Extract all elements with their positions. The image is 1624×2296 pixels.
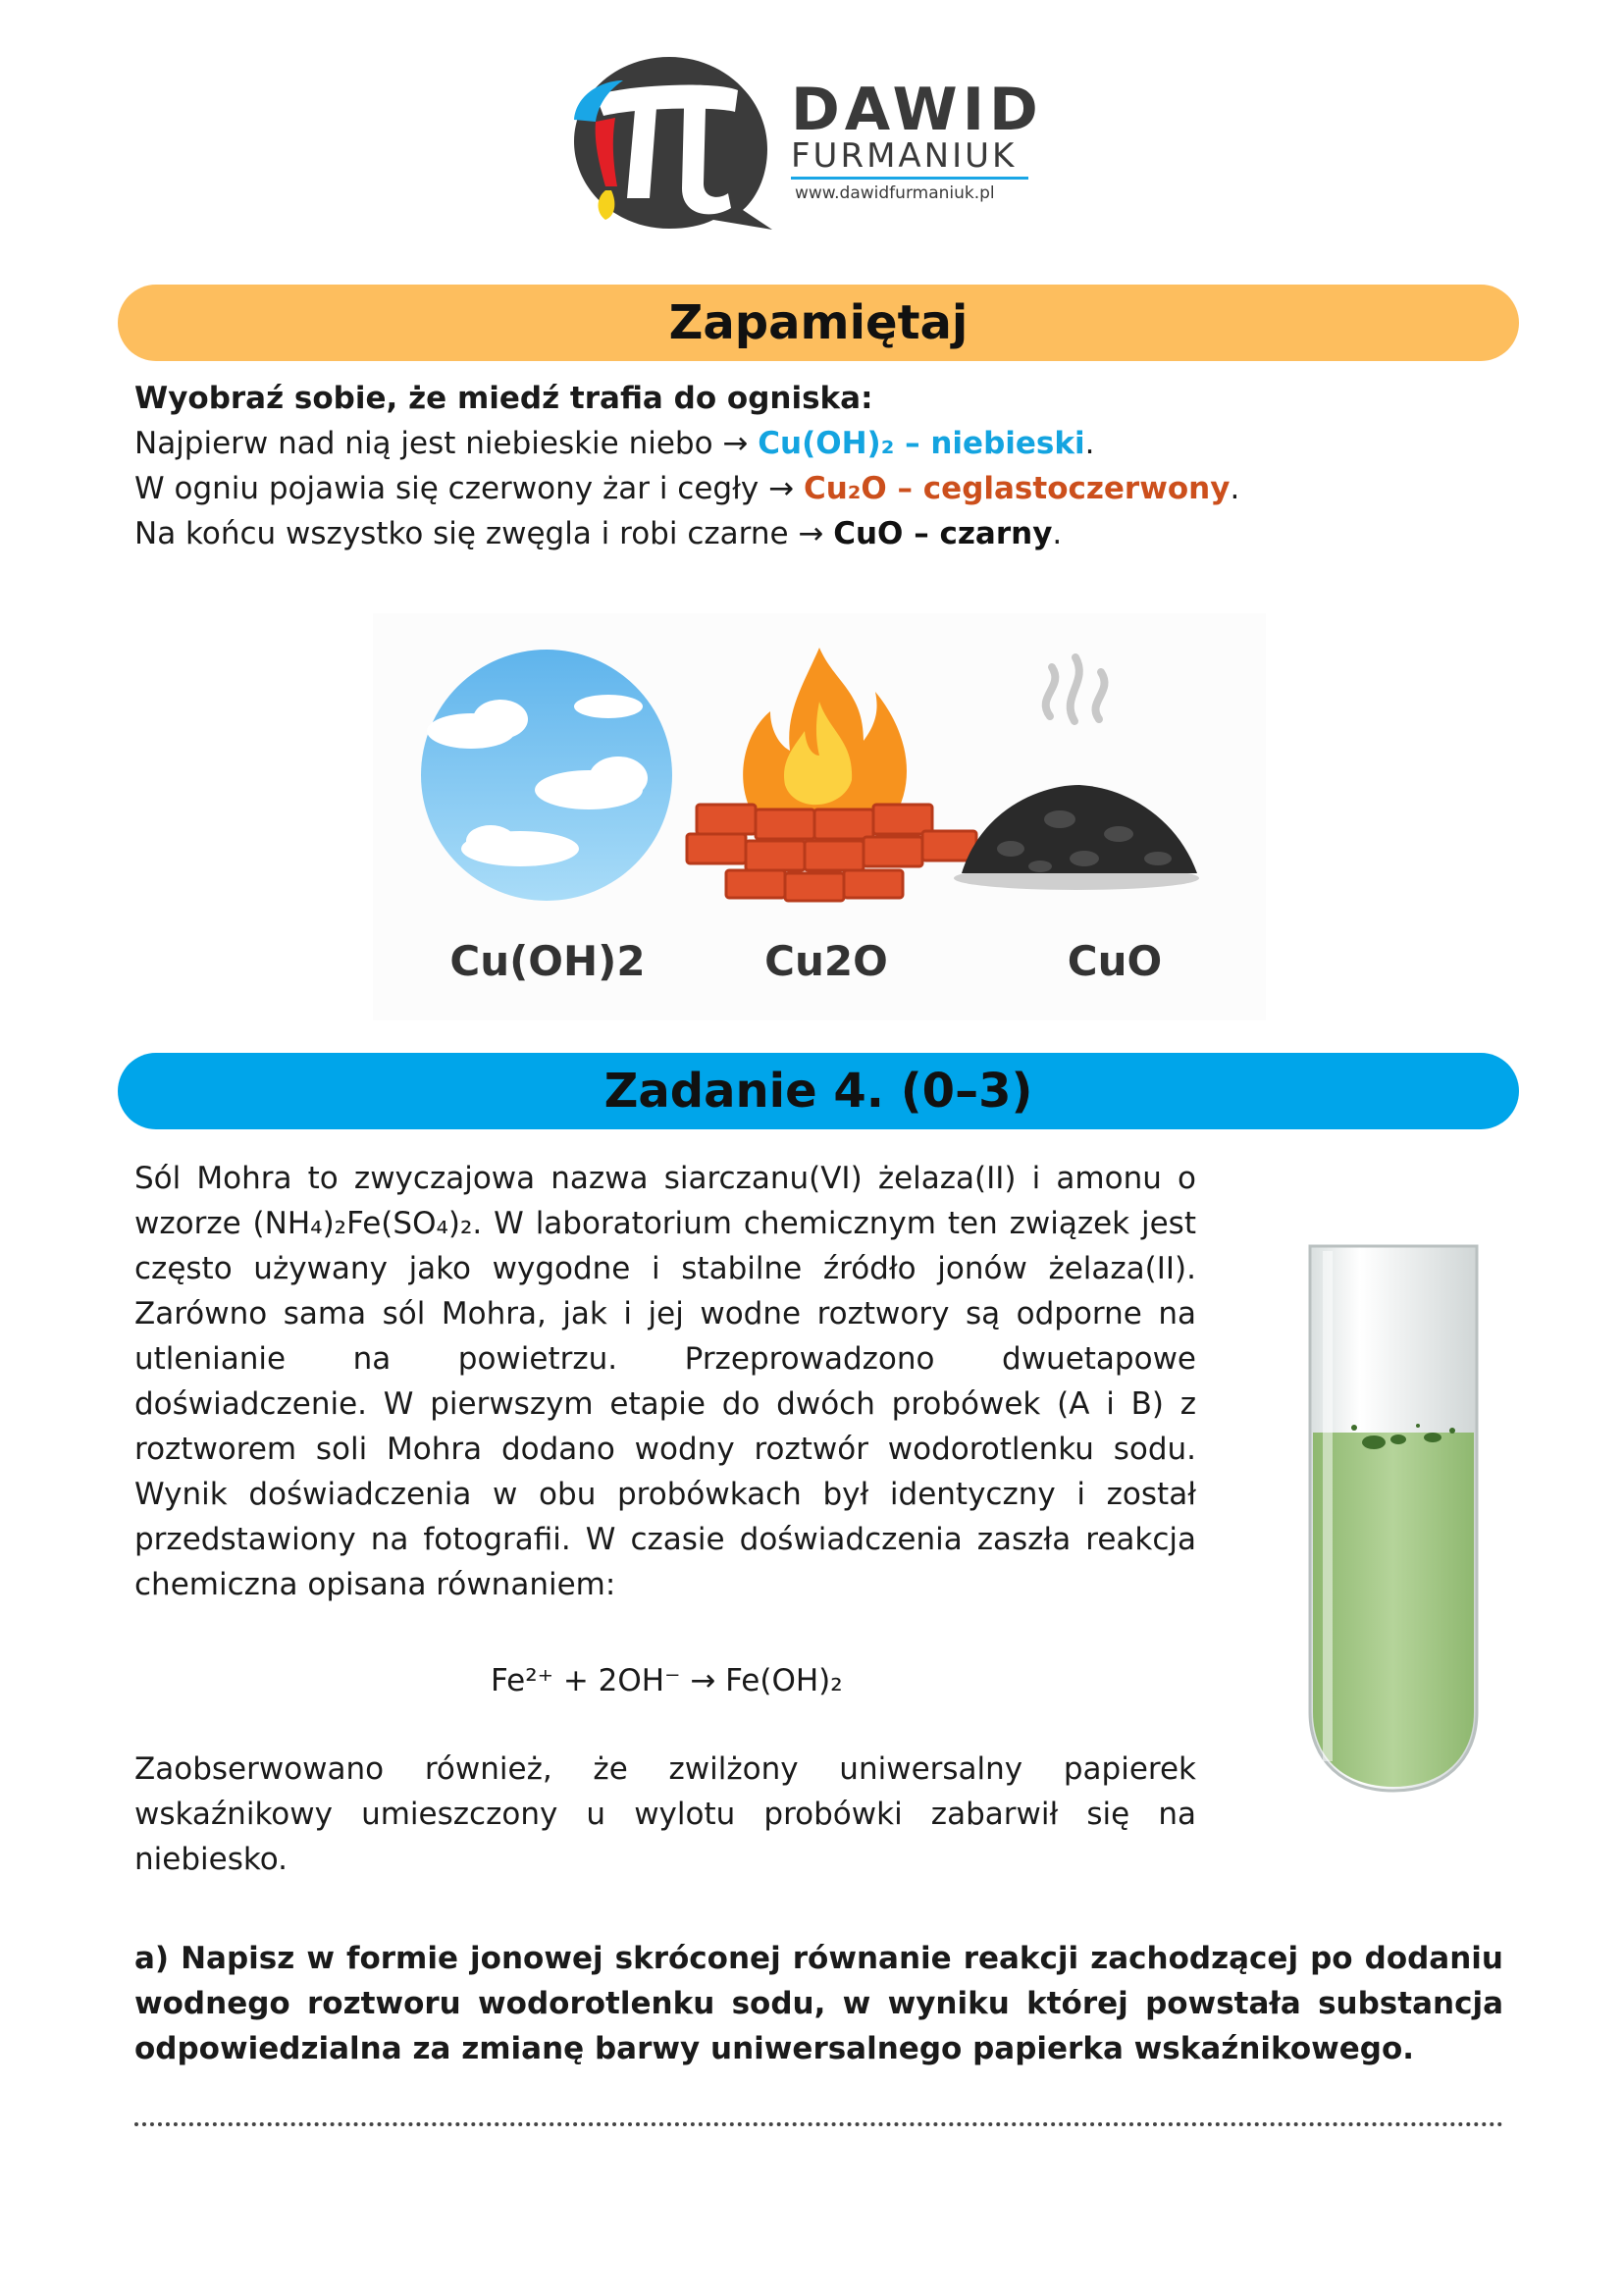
logo-url: www.dawidfurmaniuk.pl: [795, 183, 995, 203]
task-banner: Zadanie 4. (0–3): [118, 1053, 1519, 1129]
logo-name-first: DAWID: [791, 76, 1043, 144]
remember-line-3: Na końcu wszystko się zwęgla i robi czarne → CuO – czarny.: [134, 516, 1063, 551]
copper-compounds-illustration: [373, 613, 1266, 1020]
test-tube-photo: [1295, 1231, 1492, 1800]
pi-logo-icon: [566, 51, 777, 233]
logo-name-last: FURMANIUK: [791, 136, 1018, 176]
cu2o-highlight: Cu₂O – ceglastoczerwony: [803, 471, 1231, 506]
logo-divider: [791, 177, 1028, 180]
remember-text: [134, 376, 1508, 556]
task-description: [134, 1156, 1196, 1607]
observation-text: Zaobserwowano również, że zwilżony uniwersalny papierek wskaźnikowy umieszczony u wylotu probówki zabarwił się na niebiesko.: [134, 1751, 1196, 1877]
task-paragraph: Sól Mohra to zwyczajowa nazwa siarczanu(VI) żelaza(II) i amonu o wzorze (NH₄)₂Fe(SO₄)₂. W laboratorium chemicznym ten związek jest często używany jako wygodne i stabilne źródło jonów żelaza(II). Zarówno sama sól Mohra, jak i jej wodne roztwory są odporne na utlenianie na powietrzu. Przeprowadzono dwuetapowe doświadczenie. W pierwszym etapie do dwóch probówek (A i B) z roztworem soli Mohra dodano wodny roztwór wodorotlenku sodu. Wynik doświadczenia w obu probówkach był identyczny i został przedstawiony na fotografii. W czasie doświadczenia zaszła reakcja chemiczna opisana równaniem:: [134, 1161, 1196, 1602]
cuo-highlight: CuO – czarny: [833, 516, 1053, 551]
remember-line-1: Najpierw nad nią jest niebieskie niebo → Cu(OH)₂ – niebieski.: [134, 426, 1095, 461]
answer-line[interactable]: [134, 2122, 1503, 2126]
question-a: a) Napisz w formie jonowej skróconej równanie reakcji zachodzącej po dodaniu wodnego roztworu wodorotlenku sodu, w wyniku której powstała substancja odpowiedzialna za zmianę barwy uniwersalnego papierka wskaźnikowego.: [134, 1941, 1503, 2066]
cuoh2-highlight: Cu(OH)₂ – niebieski: [758, 426, 1085, 461]
label-cu2o: Cu2O: [764, 937, 888, 985]
campfire-bricks-icon: [687, 648, 976, 901]
remember-banner: Zapamiętaj: [118, 285, 1519, 361]
remember-intro: Wyobraź sobie, że miedź trafia do ogniska:: [134, 381, 873, 416]
reaction-equation: Fe²⁺ + 2OH⁻ → Fe(OH)₂: [491, 1663, 843, 1698]
label-cuoh2: Cu(OH)2: [449, 937, 646, 985]
charcoal-pile-icon: [954, 657, 1199, 890]
remember-line-2: W ogniu pojawia się czerwony żar i cegły → Cu₂O – ceglastoczerwony.: [134, 471, 1240, 506]
label-cuo: CuO: [1067, 937, 1163, 985]
test-tube-icon: [1295, 1231, 1492, 1800]
logo: [566, 51, 1043, 233]
sky-circle-icon: [421, 650, 672, 901]
